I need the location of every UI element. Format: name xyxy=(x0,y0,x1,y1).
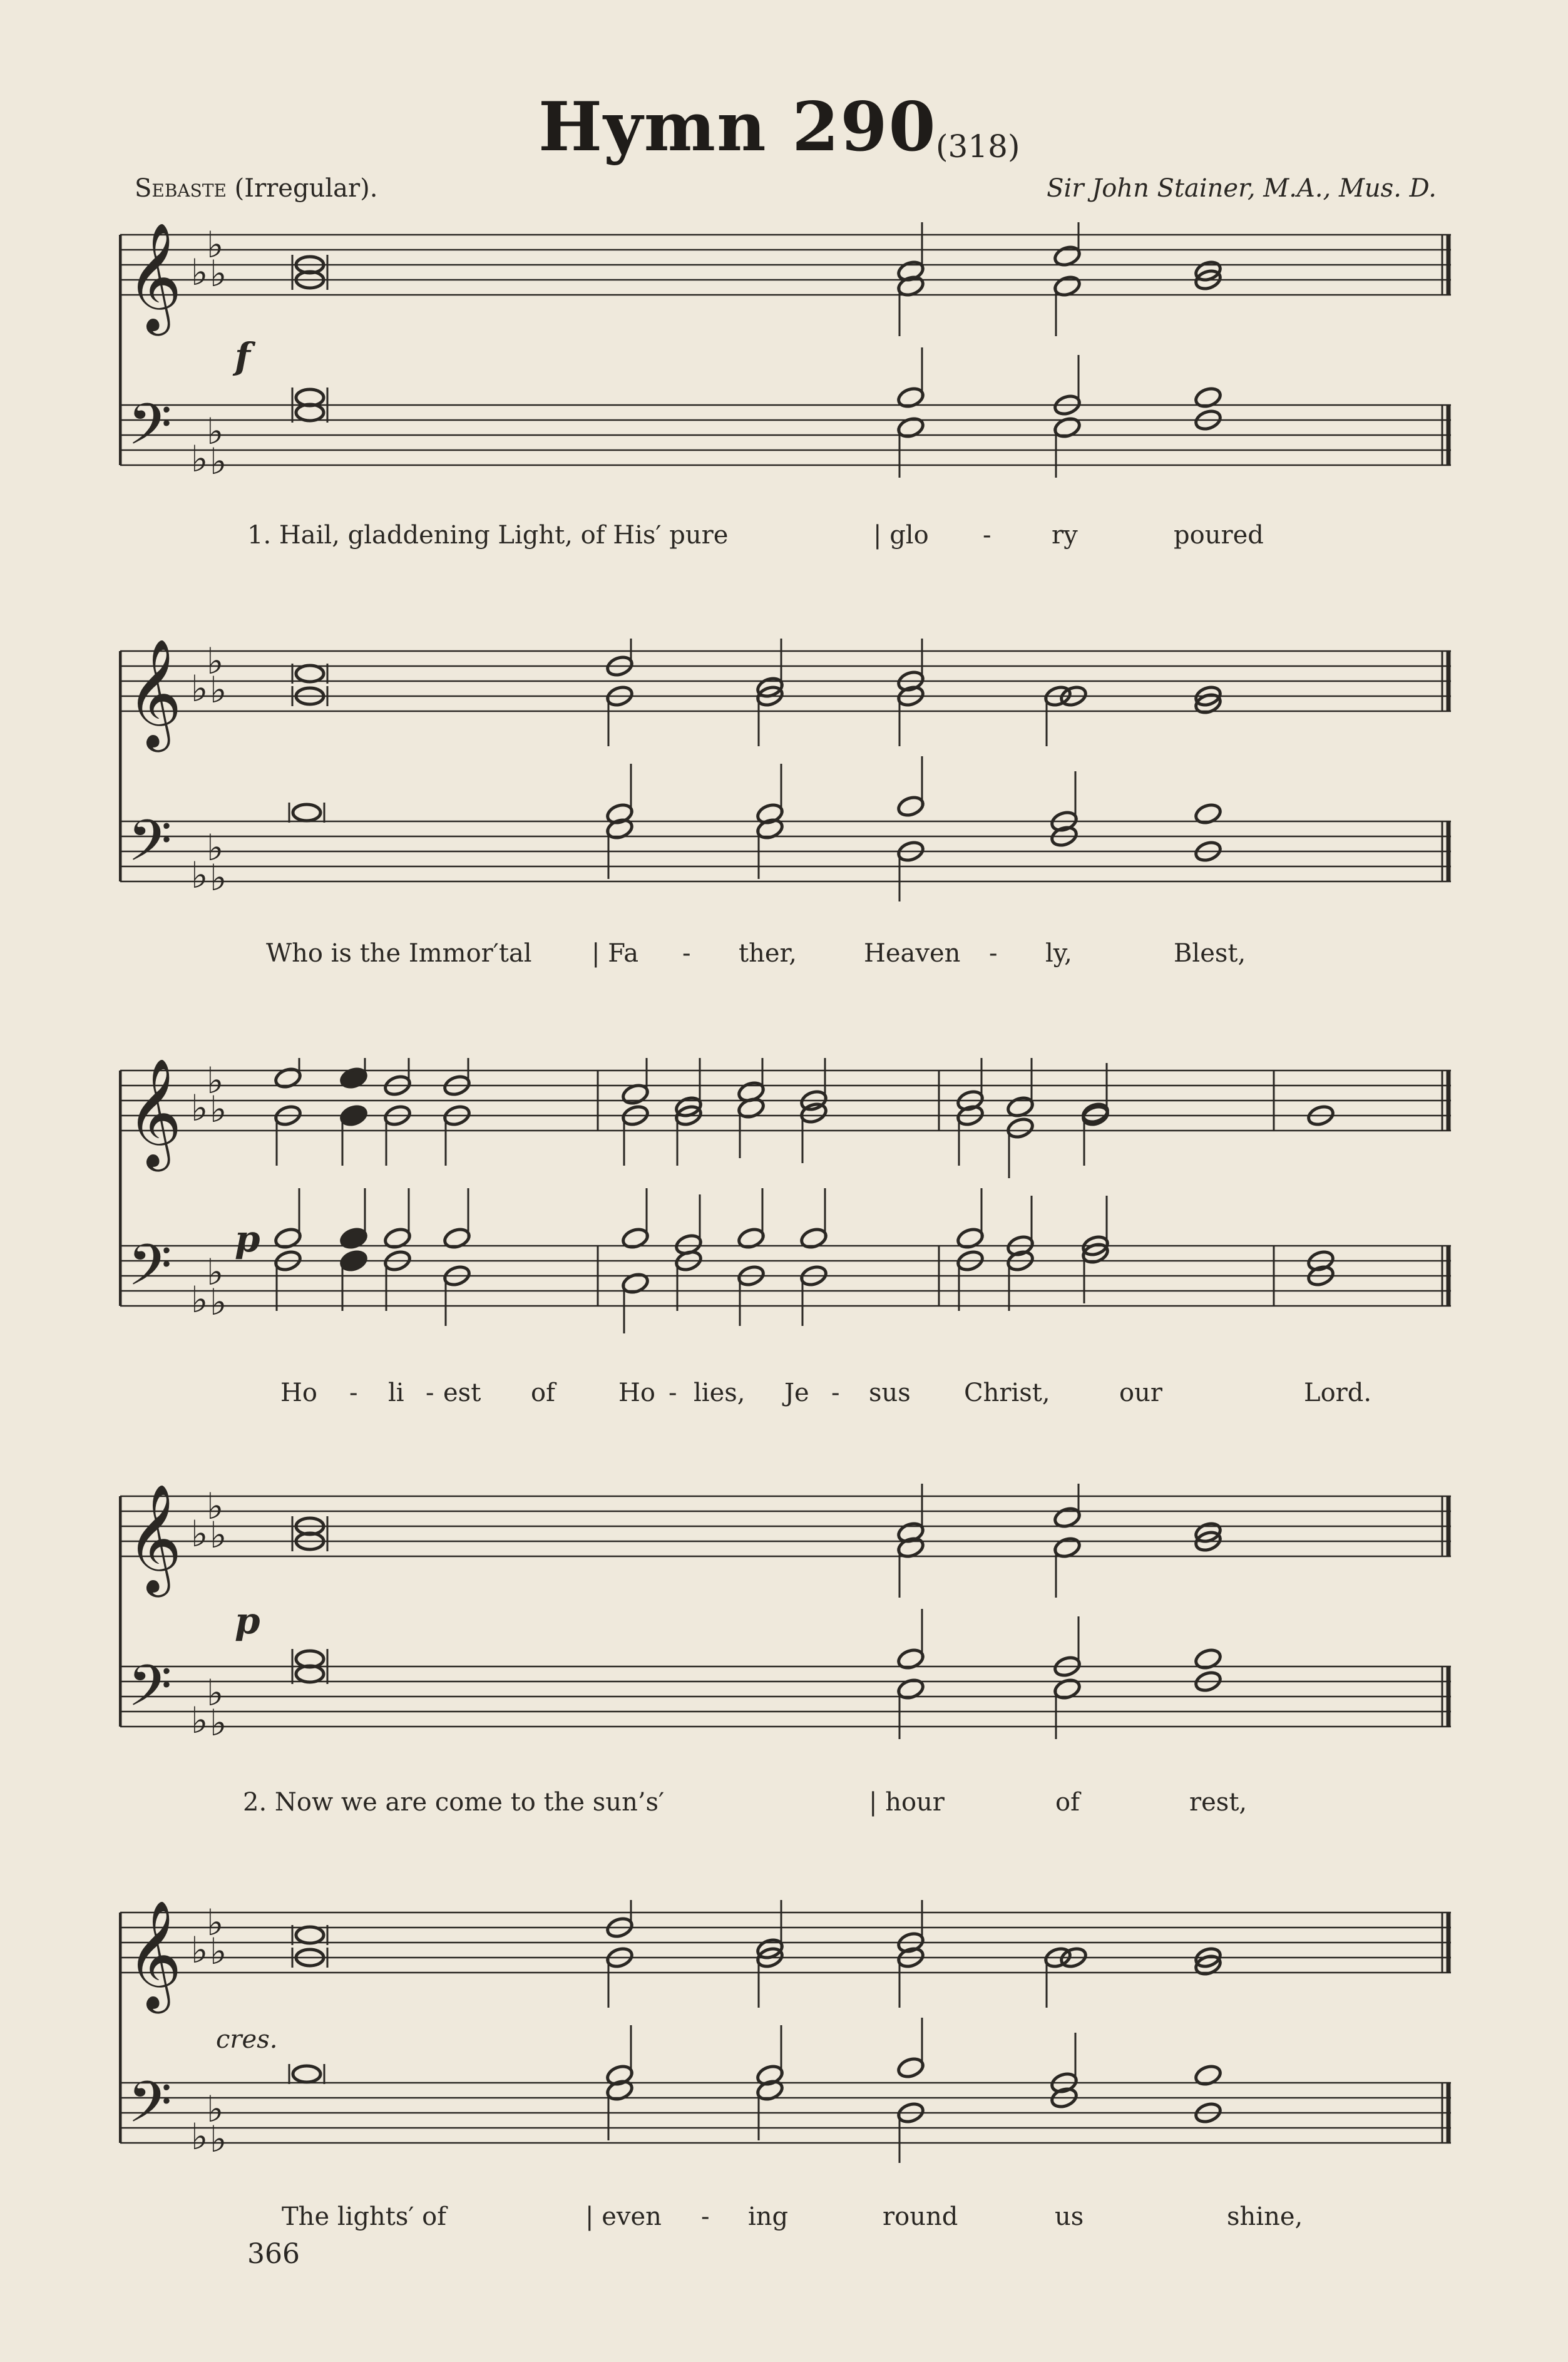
bass-clef: 𝄢 xyxy=(128,808,172,888)
note-head xyxy=(1194,2063,1222,2087)
bass-clef: 𝄢 xyxy=(128,1232,172,1312)
flat-sign: ♭ xyxy=(207,223,224,266)
staff-system-1 xyxy=(119,222,1452,516)
flat-sign: ♭ xyxy=(210,1514,227,1556)
note-head xyxy=(621,1226,650,1250)
staff-system-3 xyxy=(119,1058,1452,1352)
lyric-word: The lights′ of xyxy=(282,2202,447,2231)
note-head xyxy=(339,1249,368,1273)
lyric-word: - xyxy=(831,1379,840,1407)
staff-system-2 xyxy=(119,639,1452,933)
note-head xyxy=(339,1066,368,1090)
note-head xyxy=(896,794,925,818)
breve-head xyxy=(293,804,320,821)
lyric-word: Lord. xyxy=(1304,1379,1372,1407)
hymn-title: Hymn 290 xyxy=(538,88,937,167)
flat-sign: ♭ xyxy=(207,2088,224,2130)
note-head xyxy=(896,386,925,409)
treble-clef: 𝄞 xyxy=(126,1484,182,1593)
lyric-word: ther, xyxy=(739,939,797,968)
lyric-word: Who is the Immor′tal xyxy=(266,939,532,968)
note-head xyxy=(339,1226,368,1250)
lyric-word: | even xyxy=(585,2202,662,2231)
music-system-5 xyxy=(119,1900,1452,2194)
lyric-word: - xyxy=(701,2202,710,2231)
lyric-word: li xyxy=(388,1379,404,1407)
note-head xyxy=(383,1226,412,1250)
flat-sign: ♭ xyxy=(191,1087,208,1129)
lyric-word: - xyxy=(426,1379,434,1407)
lyric-word: poured xyxy=(1174,521,1264,550)
flat-sign: ♭ xyxy=(191,1699,208,1742)
note-head xyxy=(274,1226,302,1250)
flat-sign: ♭ xyxy=(191,1278,208,1321)
lyric-word: | Fa xyxy=(592,939,639,968)
lyric-word: of xyxy=(1055,1788,1080,1817)
note-head xyxy=(443,1226,471,1250)
flat-sign: ♭ xyxy=(191,854,208,896)
dynamic-marking: p xyxy=(235,1599,260,1642)
lyric-word: our xyxy=(1119,1379,1162,1407)
lyric-word: ry xyxy=(1052,521,1078,550)
lyric-word: sus xyxy=(869,1379,911,1407)
flat-sign: ♭ xyxy=(191,1512,208,1555)
flat-sign: ♭ xyxy=(207,1059,224,1102)
lyric-word: us xyxy=(1055,2202,1084,2231)
flat-sign: ♭ xyxy=(210,440,227,483)
lyric-word: Heaven xyxy=(864,939,961,968)
lyric-word: shine, xyxy=(1227,2202,1303,2231)
flat-sign: ♭ xyxy=(207,1901,224,1944)
note-head xyxy=(1194,1647,1222,1671)
lyric-word: - xyxy=(682,939,691,968)
lyric-word: 1. Hail, gladdening Light, of His′ pure xyxy=(247,521,729,550)
music-system-1 xyxy=(119,222,1452,516)
tune-name xyxy=(135,174,377,203)
lyric-word: lies, xyxy=(694,1379,746,1407)
lyric-word: Ho xyxy=(280,1379,317,1407)
lyric-word: Je xyxy=(784,1379,809,1407)
lyric-word: | glo xyxy=(873,521,929,550)
flat-sign: ♭ xyxy=(191,2115,208,2158)
note-head xyxy=(339,1104,368,1127)
staff-system-4 xyxy=(119,1484,1452,1778)
note-head xyxy=(896,2056,925,2080)
lyric-word: - xyxy=(983,521,992,550)
note-head xyxy=(1053,1677,1082,1701)
music-system-3 xyxy=(119,1058,1452,1352)
flat-sign: ♭ xyxy=(210,856,227,899)
bass-clef: 𝄢 xyxy=(128,2069,172,2149)
page-number: 366 xyxy=(247,2238,300,2270)
flat-sign: ♭ xyxy=(191,667,208,710)
flat-sign: ♭ xyxy=(210,669,227,711)
lyric-word: of xyxy=(531,1379,555,1407)
flat-sign: ♭ xyxy=(191,1929,208,1971)
lyric-word: - xyxy=(989,939,998,968)
lyric-word: Christ, xyxy=(964,1379,1050,1407)
flat-sign: ♭ xyxy=(210,1930,227,1973)
note-head xyxy=(799,1226,828,1250)
tune-meter: (Irregular). xyxy=(234,174,378,203)
note-head xyxy=(621,1271,650,1295)
music-system-4 xyxy=(119,1484,1452,1778)
treble-clef: 𝄞 xyxy=(126,639,182,747)
bass-clef: 𝄢 xyxy=(128,1653,172,1733)
note-head xyxy=(1194,386,1222,409)
note-head xyxy=(896,1647,925,1671)
lyric-word: - xyxy=(669,1379,677,1407)
flat-sign: ♭ xyxy=(207,1485,224,1528)
note-head xyxy=(1006,1116,1035,1140)
lyric-word: ing xyxy=(748,2202,789,2231)
flat-sign: ♭ xyxy=(210,1281,227,1323)
breve-head xyxy=(293,2066,320,2082)
lyric-word: round xyxy=(883,2202,958,2231)
staff-system-5 xyxy=(119,1900,1452,2194)
treble-clef: 𝄞 xyxy=(126,222,182,331)
lyric-word: ly, xyxy=(1045,939,1072,968)
flat-sign: ♭ xyxy=(191,438,208,480)
note-head xyxy=(737,1226,766,1250)
music-system-2 xyxy=(119,639,1452,933)
dynamic-marking: f xyxy=(235,335,250,377)
flat-sign: ♭ xyxy=(210,2118,227,2160)
composer-credit: Sir John Stainer, M.A., Mus. D. xyxy=(1047,174,1437,203)
flat-sign: ♭ xyxy=(207,1671,224,1714)
note-head xyxy=(896,416,925,439)
lyric-word: 2. Now we are come to the sun’s′ xyxy=(243,1788,665,1817)
bass-clef: 𝄢 xyxy=(128,391,172,471)
note-head xyxy=(274,1066,302,1090)
treble-clef: 𝄞 xyxy=(126,1900,182,2009)
lyric-word: | hour xyxy=(869,1788,945,1817)
tune-title: Sebaste xyxy=(135,174,227,203)
note-head xyxy=(896,1677,925,1701)
lyric-word: - xyxy=(349,1379,358,1407)
breve-head xyxy=(296,665,324,682)
flat-sign: ♭ xyxy=(191,251,208,294)
flat-sign: ♭ xyxy=(207,1251,224,1293)
note-head xyxy=(1194,802,1222,826)
flat-sign: ♭ xyxy=(210,252,227,295)
note-head xyxy=(956,1226,985,1250)
alternate-hymn-number: (318) xyxy=(936,128,1020,165)
flat-sign: ♭ xyxy=(207,826,224,869)
lyric-word: est xyxy=(443,1379,481,1407)
lyric-word: rest, xyxy=(1189,1788,1248,1817)
breve-head xyxy=(296,1927,324,1943)
treble-clef: 𝄞 xyxy=(126,1058,182,1167)
dynamic-marking: cres. xyxy=(216,2025,278,2054)
lyric-word: Blest, xyxy=(1174,939,1246,968)
flat-sign: ♭ xyxy=(210,1702,227,1744)
flat-sign: ♭ xyxy=(207,410,224,453)
flat-sign: ♭ xyxy=(207,640,224,682)
dynamic-marking: p xyxy=(235,1218,260,1260)
lyric-word: Ho xyxy=(618,1379,655,1407)
note-head xyxy=(1053,416,1082,439)
flat-sign: ♭ xyxy=(210,1088,227,1131)
